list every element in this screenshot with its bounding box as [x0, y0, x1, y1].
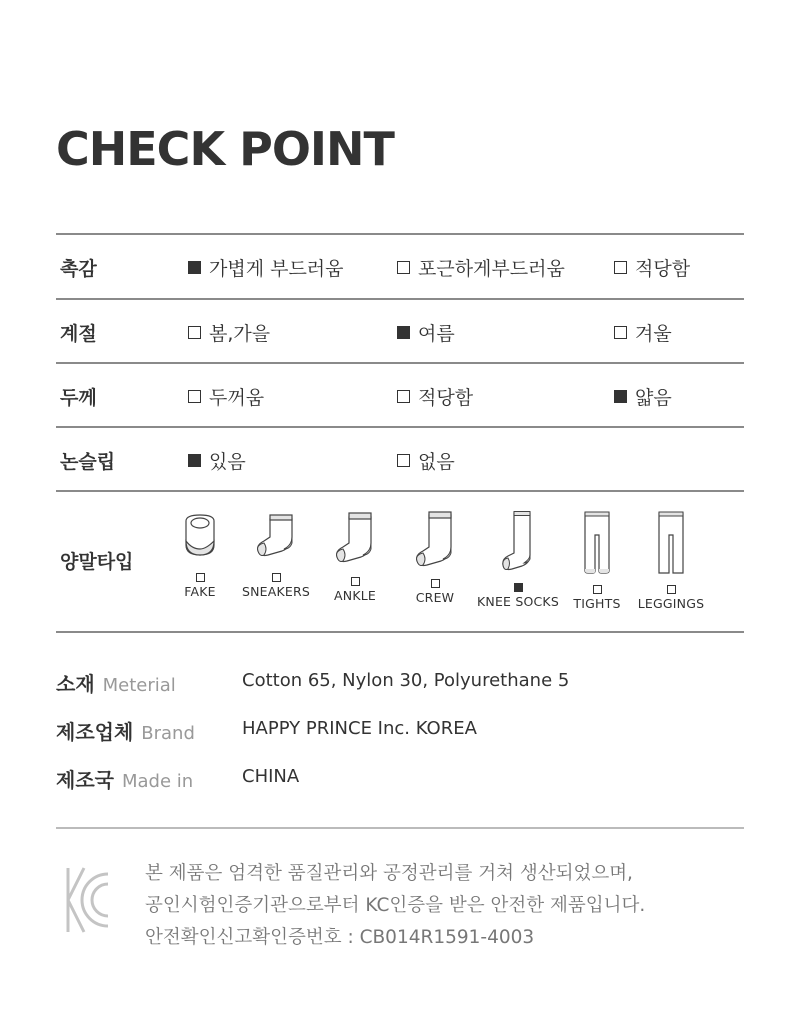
row-label: 촉감	[60, 257, 97, 280]
option-label: 겨울	[635, 322, 672, 345]
option-checkbox	[614, 254, 690, 281]
info-label-en: Made in	[121, 771, 194, 792]
option-label: 가볍게 부드러움	[209, 257, 344, 280]
sock-type-knee-socks	[474, 511, 562, 609]
checkbox-empty	[272, 573, 281, 582]
checkbox-filled	[397, 326, 410, 339]
checkbox-empty	[196, 573, 205, 582]
info-value: CHINA	[242, 766, 300, 787]
divider	[56, 631, 744, 633]
info-origin	[56, 764, 756, 804]
kc-certificate-number: 안전확인신고확인증번호 : CB014R1591-4003	[145, 927, 535, 948]
sock-type-label: CREW	[415, 590, 455, 605]
ankle-sock-icon	[333, 511, 377, 567]
tights-icon	[582, 511, 612, 575]
kc-notice	[145, 858, 645, 954]
option-label: 적당함	[635, 257, 691, 280]
page-title: CHECK POINT	[56, 122, 394, 176]
info-label	[56, 716, 195, 745]
checkbox-filled	[614, 390, 627, 403]
info-label-ko: 제조업체	[56, 720, 134, 744]
kc-certification-icon	[62, 864, 114, 940]
option-checkbox	[188, 383, 264, 410]
option-checkbox	[397, 319, 455, 346]
option-label: 포근하게부드러움	[418, 257, 565, 280]
checkbox-empty	[667, 585, 676, 594]
info-label-ko: 제조국	[56, 768, 114, 792]
knee-sock-icon	[500, 511, 536, 573]
option-label: 봄,가을	[209, 322, 271, 345]
row-label: 계절	[60, 322, 97, 345]
sock-type-crew	[395, 511, 475, 605]
divider	[56, 827, 744, 829]
checkbox-filled	[514, 583, 523, 592]
kc-notice-line: 본 제품은 엄격한 품질관리와 공정관리를 거쳐 생산되었으며,	[145, 863, 633, 884]
checkbox-empty	[397, 390, 410, 403]
sock-type-label: SNEAKERS	[241, 584, 311, 599]
spec-row-sock-type	[56, 491, 744, 631]
sock-type-tights	[557, 511, 637, 611]
option-checkbox	[188, 254, 344, 281]
spec-row-thickness	[56, 364, 744, 428]
info-label-ko: 소재	[56, 672, 95, 696]
option-label: 얇음	[635, 386, 672, 409]
option-label: 두꺼움	[209, 386, 265, 409]
checkbox-empty	[188, 390, 201, 403]
option-checkbox	[397, 383, 473, 410]
option-label: 있음	[209, 450, 246, 473]
option-checkbox	[188, 447, 246, 474]
sock-type-label: TIGHTS	[573, 596, 621, 611]
option-label: 없음	[418, 450, 455, 473]
sock-type-label: FAKE	[184, 584, 216, 599]
option-checkbox	[397, 447, 455, 474]
sock-type-sneakers	[236, 511, 316, 599]
spec-row-nonslip	[56, 428, 744, 492]
checkbox-filled	[188, 261, 201, 274]
fake-sock-icon	[180, 511, 220, 563]
crew-sock-icon	[413, 511, 457, 569]
sock-type-ankle	[315, 511, 395, 603]
checkbox-empty	[593, 585, 602, 594]
checkbox-empty	[614, 261, 627, 274]
row-label: 양말타입	[60, 551, 134, 573]
checkbox-empty	[431, 579, 440, 588]
info-material	[56, 668, 756, 708]
row-label: 논슬립	[60, 450, 116, 473]
option-checkbox	[188, 319, 270, 346]
info-brand	[56, 716, 756, 756]
sock-type-leggings	[631, 511, 711, 611]
checkbox-empty	[188, 326, 201, 339]
info-label-en: Brand	[141, 723, 195, 744]
sock-type-label: ANKLE	[334, 588, 376, 603]
kc-notice-line: 공인시험인증기관으로부터 KC인증을 받은 안전한 제품입니다.	[145, 895, 646, 916]
row-label: 두께	[60, 386, 97, 409]
info-label-en: Meterial	[102, 675, 176, 696]
option-label: 적당함	[418, 386, 474, 409]
option-label: 여름	[418, 322, 455, 345]
info-value: Cotton 65, Nylon 30, Polyurethane 5	[242, 670, 570, 691]
option-checkbox	[614, 319, 672, 346]
spec-row-season	[56, 300, 744, 364]
option-checkbox	[397, 254, 565, 281]
spec-row-touch	[56, 235, 744, 299]
checkbox-empty	[397, 454, 410, 467]
sock-type-fake	[160, 511, 240, 599]
info-label	[56, 764, 193, 793]
checkbox-empty	[351, 577, 360, 586]
sock-type-label: KNEE SOCKS	[477, 594, 559, 609]
checkbox-empty	[614, 326, 627, 339]
sock-type-label: LEGGINGS	[637, 596, 705, 611]
option-checkbox	[614, 383, 672, 410]
checkbox-empty	[397, 261, 410, 274]
info-label	[56, 668, 176, 697]
checkbox-filled	[188, 454, 201, 467]
sneakers-sock-icon	[254, 511, 298, 563]
leggings-icon	[656, 511, 686, 575]
info-value: HAPPY PRINCE Inc. KOREA	[242, 718, 477, 739]
